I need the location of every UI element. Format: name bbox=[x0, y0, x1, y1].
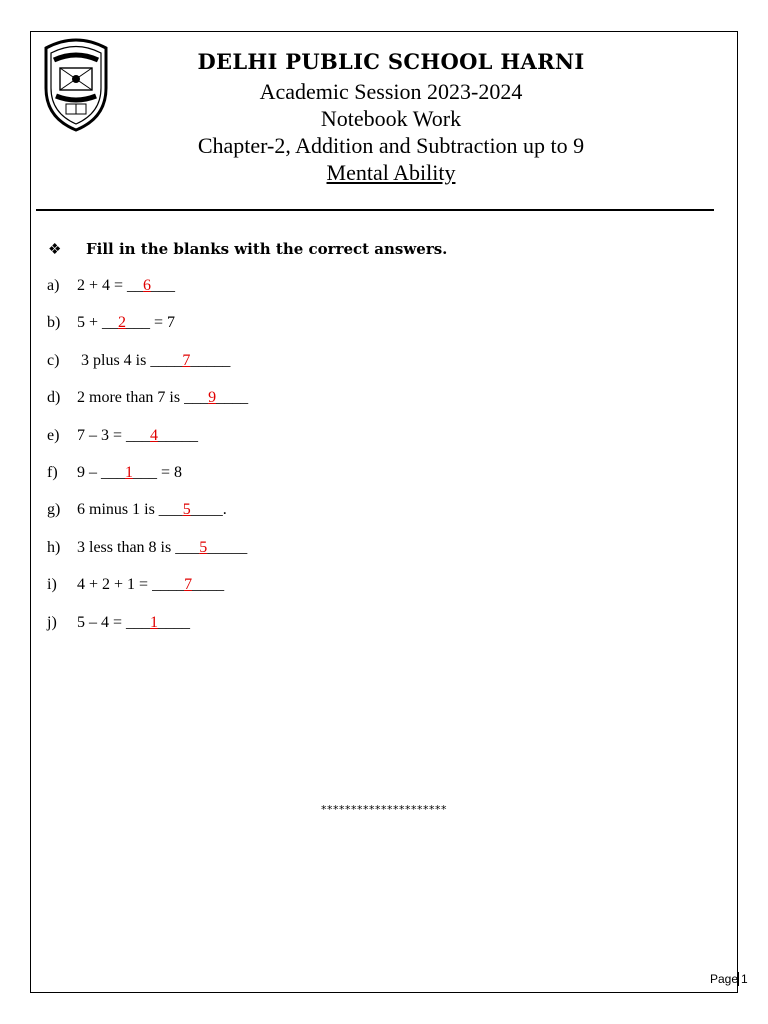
question-row: b) 5 + __2___ = 7 bbox=[47, 314, 176, 332]
section-title: Mental Ability bbox=[326, 160, 456, 185]
question-row: e) 7 – 3 = ___4_____ bbox=[47, 426, 199, 444]
school-crest-icon bbox=[40, 38, 112, 132]
question-row: f) 9 – ___1___ = 8 bbox=[47, 463, 183, 481]
answer-value: 7 bbox=[184, 576, 193, 594]
question-label: h) bbox=[47, 538, 61, 556]
question-label: j) bbox=[47, 613, 57, 631]
work-type: Notebook Work bbox=[320, 106, 462, 131]
question-label: f) bbox=[47, 463, 58, 481]
answer-value: 6 bbox=[143, 277, 152, 294]
question-row: i) 4 + 2 + 1 = ____7____ bbox=[47, 576, 225, 594]
question-row: c) 3 plus 4 is ____7_____ bbox=[47, 351, 231, 369]
answer-value: 2 bbox=[118, 314, 127, 332]
instruction bbox=[48, 240, 447, 258]
answer-value: 7 bbox=[182, 351, 191, 369]
question-row: a) 2 + 4 = __6___ bbox=[47, 277, 176, 294]
answer-value: 9 bbox=[208, 389, 217, 407]
question-row: h) 3 less than 8 is ___5_____ bbox=[47, 538, 248, 556]
document-header bbox=[110, 46, 672, 186]
question-label: i) bbox=[47, 576, 57, 594]
question-row: j) 5 – 4 = ___1____ bbox=[47, 613, 191, 631]
question-label: a) bbox=[47, 277, 60, 294]
answer-value: 1 bbox=[150, 613, 159, 631]
question-row: g) 6 minus 1 is ___5____. bbox=[47, 501, 227, 519]
header-divider bbox=[36, 209, 714, 211]
question-row: d) 2 more than 7 is ___9____ bbox=[47, 389, 249, 407]
chapter-title: Chapter-2, Addition and Subtraction up to 9 bbox=[197, 133, 585, 158]
question-label: e) bbox=[47, 426, 60, 444]
question-label: b) bbox=[47, 314, 61, 332]
question-label: c) bbox=[47, 351, 60, 369]
answer-value: 5 bbox=[182, 501, 191, 519]
question-label: g) bbox=[47, 501, 61, 519]
end-stars-divider: ********************* bbox=[321, 803, 447, 816]
answer-value: 5 bbox=[199, 538, 208, 556]
answer-value: 4 bbox=[150, 426, 159, 444]
school-name: DELHI PUBLIC SCHOOL HARNI bbox=[197, 49, 585, 74]
question-label: d) bbox=[47, 389, 61, 407]
diamond-bullet-icon: ❖ bbox=[48, 240, 62, 258]
page-number: Page 1 bbox=[710, 972, 748, 986]
question-list bbox=[47, 277, 248, 651]
instruction-text: Fill in the blanks with the correct answers. bbox=[86, 240, 448, 258]
academic-session: Academic Session 2023-2024 bbox=[259, 79, 523, 104]
answer-value: 1 bbox=[125, 463, 133, 481]
